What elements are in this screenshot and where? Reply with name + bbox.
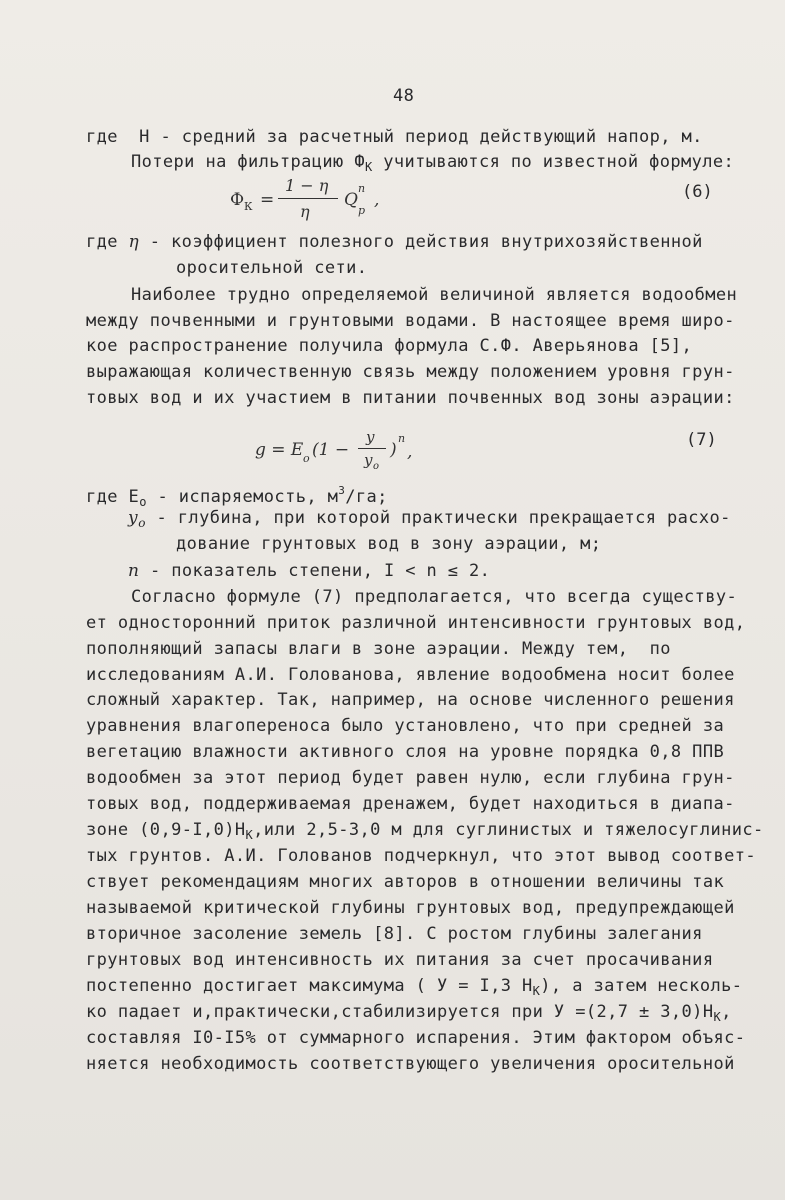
page-number: 48 (393, 86, 415, 106)
text-line: вторичное засоление земель [8]. С ростом глубины залегания (86, 924, 703, 944)
formula-symbol: ) (390, 440, 397, 460)
subscript: К (364, 160, 373, 174)
formula-symbol: , (374, 190, 380, 210)
formula-symbol: , (407, 442, 413, 462)
text-line: товых вод, поддерживаемая дренажем, будет находиться в диапа- (86, 794, 735, 814)
equation-number: (6) (682, 182, 713, 202)
subscript: К (245, 828, 254, 842)
text-span: постепенно достигает максимума ( У = I,3 Н (86, 976, 533, 996)
text-line (86, 232, 703, 252)
text-line: между почвенными и грунтовыми водами. В настоящее время широ- (86, 311, 735, 331)
formula-superscript: n (398, 432, 406, 445)
text-line: пополняющий запасы влаги в зоне аэрации. Между тем, по (86, 639, 671, 659)
text-line: оросительной сети. (176, 258, 368, 278)
text-line: выражающая количественную связь между положением уровня грун- (86, 362, 735, 382)
text-span: где (86, 232, 129, 252)
text-span: ,или 2,5-3,0 м для суглинистых и тяжелосуглинис- (253, 820, 764, 840)
subscript: о (138, 516, 146, 530)
text-span: - показатель степени, I < n ≤ 2. (139, 561, 491, 581)
subscript: К (532, 984, 541, 998)
formula-subscript: К (244, 200, 253, 213)
text-span: - коэффициент полезного действия внутрихозяйственной (139, 232, 703, 252)
formula-symbol: = (260, 190, 275, 210)
text-line: уравнения влагопереноса было установлено, что при средней за (86, 716, 725, 736)
formula-subscript: o (373, 461, 380, 472)
equation-number: (7) (686, 430, 717, 450)
text-line: грунтовых вод интенсивность их питания за счет просачивания (86, 950, 714, 970)
text-span: ), а затем несколь- (540, 976, 743, 996)
text-span: Потери на фильтрацию Ф (131, 152, 365, 172)
text-span: ко падает и,практически,стабилизируется при У =(2,7 ± 3,0)Н (86, 1002, 714, 1022)
text-line: Согласно формуле (7) предполагается, что всегда существу- (131, 587, 738, 607)
text-line: кое распространение получила формула С.Ф. Аверьянова [5], (86, 336, 693, 356)
text-span: , (721, 1002, 732, 1022)
text-line: где Н - средний за расчетный период действующий напор, м. (86, 127, 703, 147)
text-span: где Е (86, 487, 140, 507)
text-line: дование грунтовых вод в зону аэрации, м; (176, 534, 602, 554)
text-line: водообмен за этот период будет равен нулю, если глубина грун- (86, 768, 735, 788)
text-line (86, 976, 742, 1001)
text-line (128, 561, 490, 581)
formula-symbol: n (128, 561, 140, 581)
text-line (128, 508, 731, 533)
text-line: тых грунтов. А.И. Голованов подчеркнул, что этот вывод соответ- (86, 846, 756, 866)
text-line: называемой критической глубины грунтовых вод, предупреждающей (86, 898, 735, 918)
text-line: Наиболее трудно определяемой величиной является водообмен (131, 285, 738, 305)
formula-denominator: y (364, 451, 373, 469)
text-line (131, 152, 734, 177)
text-span: зоне (0,9-I,0)Н (86, 820, 246, 840)
text-span: /га; (345, 487, 388, 507)
text-line: сложный характер. Так, например, на основе численного решения (86, 690, 735, 710)
text-line (86, 820, 764, 845)
text-line: няется необходимость соответствующего увеличения оросительной (86, 1054, 735, 1074)
formula-numerator: y (366, 428, 375, 446)
formula-numerator: 1 − η (285, 176, 329, 195)
text-line: вегетацию влажности активного слоя на уровне порядка 0,8 ППВ (86, 742, 725, 762)
text-line: исследованиям А.И. Голованова, явление водообмена носит более (86, 665, 735, 685)
superscript: 3 (338, 484, 346, 497)
formula-symbol: (1 − (312, 440, 355, 460)
formula-subscript: o (303, 452, 310, 465)
text-line: ствует рекомендациям многих авторов в отношении величины так (86, 872, 725, 892)
text-span: - испаряемость, м (146, 487, 339, 507)
formula-symbol: Q (344, 190, 358, 210)
formula-symbol: Ф (230, 190, 245, 210)
fraction-bar (358, 448, 386, 449)
subscript: о (139, 495, 147, 509)
formula-subscript: р (358, 204, 366, 217)
fraction-bar (278, 198, 338, 199)
formula-symbol: у (128, 508, 139, 528)
formula-symbol: g = E (255, 440, 304, 460)
subscript: К (713, 1010, 722, 1024)
formula-superscript: n (358, 182, 366, 195)
text-line: ет односторонний приток различной интенсивности грунтовых вод, (86, 613, 746, 633)
text-line: товых вод и их участием в питании почвенных вод зоны аэрации: (86, 388, 735, 408)
text-line: составляя I0-I5% от суммарного испарения. Этим фактором объяс- (86, 1028, 746, 1048)
formula-symbol: η (128, 232, 140, 252)
text-span: - глубина, при которой практически прекращается расхо- (145, 508, 731, 528)
text-span: учитываются по известной формуле: (372, 152, 735, 172)
text-line (86, 1002, 732, 1027)
formula-denominator: η (300, 202, 310, 221)
